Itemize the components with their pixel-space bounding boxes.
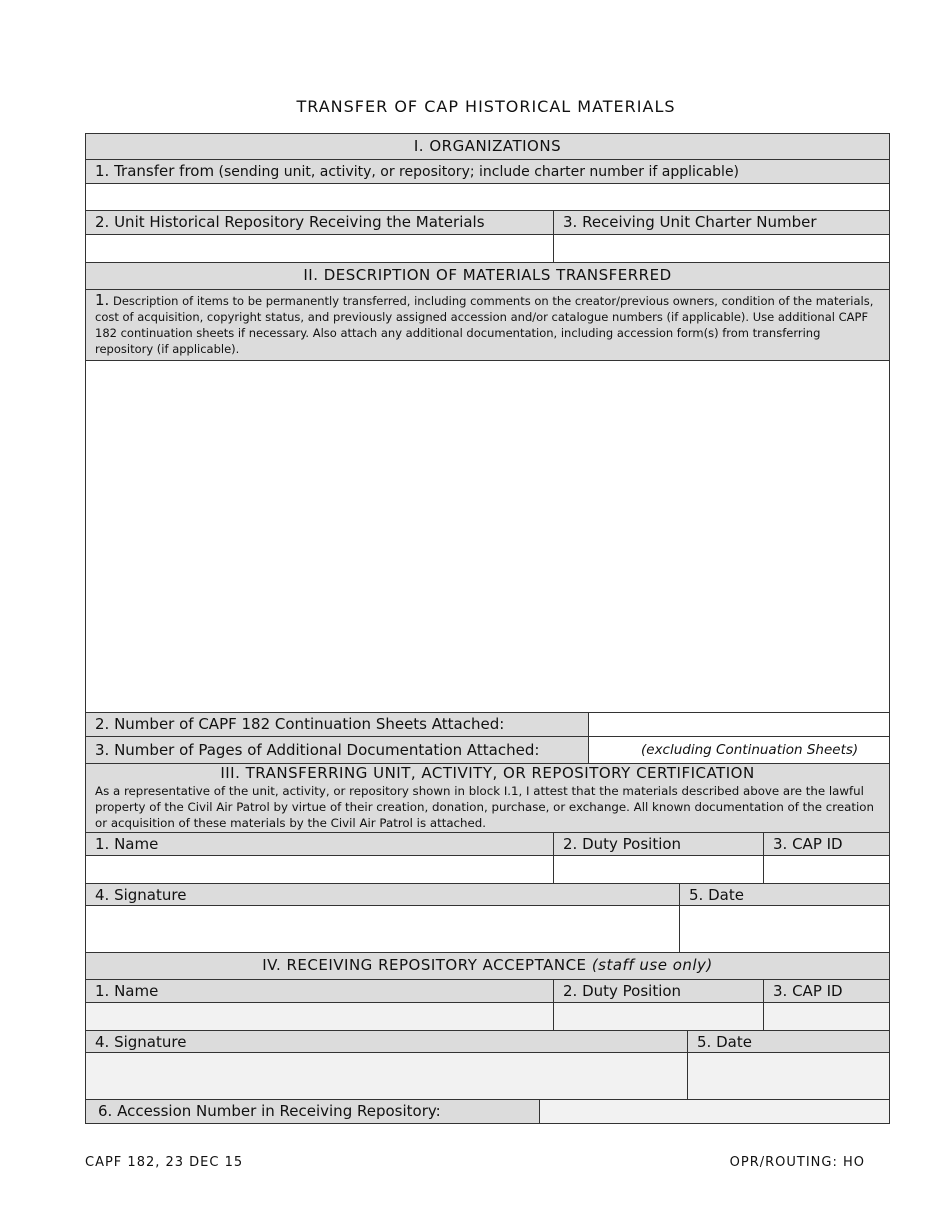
description-number: 1. [95, 291, 110, 309]
s3-date-field[interactable] [679, 905, 890, 953]
s4-signature-field[interactable] [85, 1052, 688, 1100]
s4-name-field[interactable] [85, 1002, 554, 1031]
receiving-repository-field[interactable] [85, 234, 554, 263]
charter-number-field[interactable] [553, 234, 890, 263]
section-4-note: (staff use only) [591, 956, 713, 974]
s3-cap-id-label: 3. CAP ID [763, 832, 890, 856]
s4-signature-label: 4. Signature [85, 1030, 688, 1053]
s4-date-field[interactable] [687, 1052, 890, 1100]
transfer-from-hint: (sending unit, activity, or repository; include charter number if applicable) [214, 164, 740, 180]
s3-duty-position-label: 2. Duty Position [553, 832, 764, 856]
s3-date-label: 5. Date [679, 883, 890, 906]
s3-name-label: 1. Name [85, 832, 554, 856]
opr-routing: OPR/ROUTING: HO [729, 1155, 865, 1170]
transfer-from-field[interactable] [85, 183, 890, 211]
s3-signature-label: 4. Signature [85, 883, 680, 906]
transfer-from-label [85, 159, 890, 184]
section-4-title: IV. RECEIVING REPOSITORY ACCEPTANCE [262, 956, 587, 974]
section-1-header: I. ORGANIZATIONS [85, 133, 890, 160]
section-3-header: III. TRANSFERRING UNIT, ACTIVITY, OR REPOSITORY CERTIFICATION [220, 764, 755, 782]
s4-duty-position-field[interactable] [553, 1002, 764, 1031]
form-table [85, 133, 890, 1124]
s3-name-field[interactable] [85, 855, 554, 884]
receiving-repository-label: 2. Unit Historical Repository Receiving the Materials [85, 210, 554, 235]
certification-statement: As a representative of the unit, activity, or repository shown in block I.1, I attest that the materials described above are the lawful property of the Civil Air Patrol by virtue of their creation, donation, purchase, or exchange. All known documentation of the creation or acquisition of these materials by the Civil Air Patrol is attached. [95, 784, 874, 830]
form-id: CAPF 182, 23 DEC 15 [85, 1155, 244, 1170]
s4-duty-position-label: 2. Duty Position [553, 979, 764, 1003]
s4-cap-id-field[interactable] [763, 1002, 890, 1031]
s3-cap-id-field[interactable] [763, 855, 890, 884]
continuation-sheets-field[interactable] [588, 712, 890, 737]
s4-date-label: 5. Date [687, 1030, 890, 1053]
accession-number-field[interactable] [539, 1099, 890, 1124]
s3-duty-position-field[interactable] [553, 855, 764, 884]
section-2-header: II. DESCRIPTION OF MATERIALS TRANSFERRED [85, 262, 890, 290]
s4-name-label: 1. Name [85, 979, 554, 1003]
additional-pages-field[interactable]: (excluding Continuation Sheets) [588, 736, 890, 764]
description-instructions [85, 289, 890, 361]
transfer-from-number: 1. Transfer from [95, 162, 215, 180]
s3-signature-field[interactable] [85, 905, 680, 953]
accession-number-label: 6. Accession Number in Receiving Repository: [85, 1099, 540, 1124]
additional-pages-label: 3. Number of Pages of Additional Documentation Attached: [85, 736, 589, 764]
description-text: Description of items to be permanently transferred, including comments on the creator/previous owners, condition of the materials, cost of acquisition, copyright status, and previously assigned accession and/or catalogue numbers (if applicable). Use additional CAPF 182 continuation sheets if necessary. Also attach any additional documentation, including accession form(s) from transferring repository (if applicable). [95, 294, 874, 356]
continuation-sheets-label: 2. Number of CAPF 182 Continuation Sheets Attached: [85, 712, 589, 737]
section-3-block [85, 763, 890, 833]
s4-cap-id-label: 3. CAP ID [763, 979, 890, 1003]
form-title: TRANSFER OF CAP HISTORICAL MATERIALS [296, 97, 676, 116]
charter-number-label: 3. Receiving Unit Charter Number [553, 210, 890, 235]
description-field[interactable] [85, 360, 890, 713]
section-4-header [85, 952, 890, 980]
